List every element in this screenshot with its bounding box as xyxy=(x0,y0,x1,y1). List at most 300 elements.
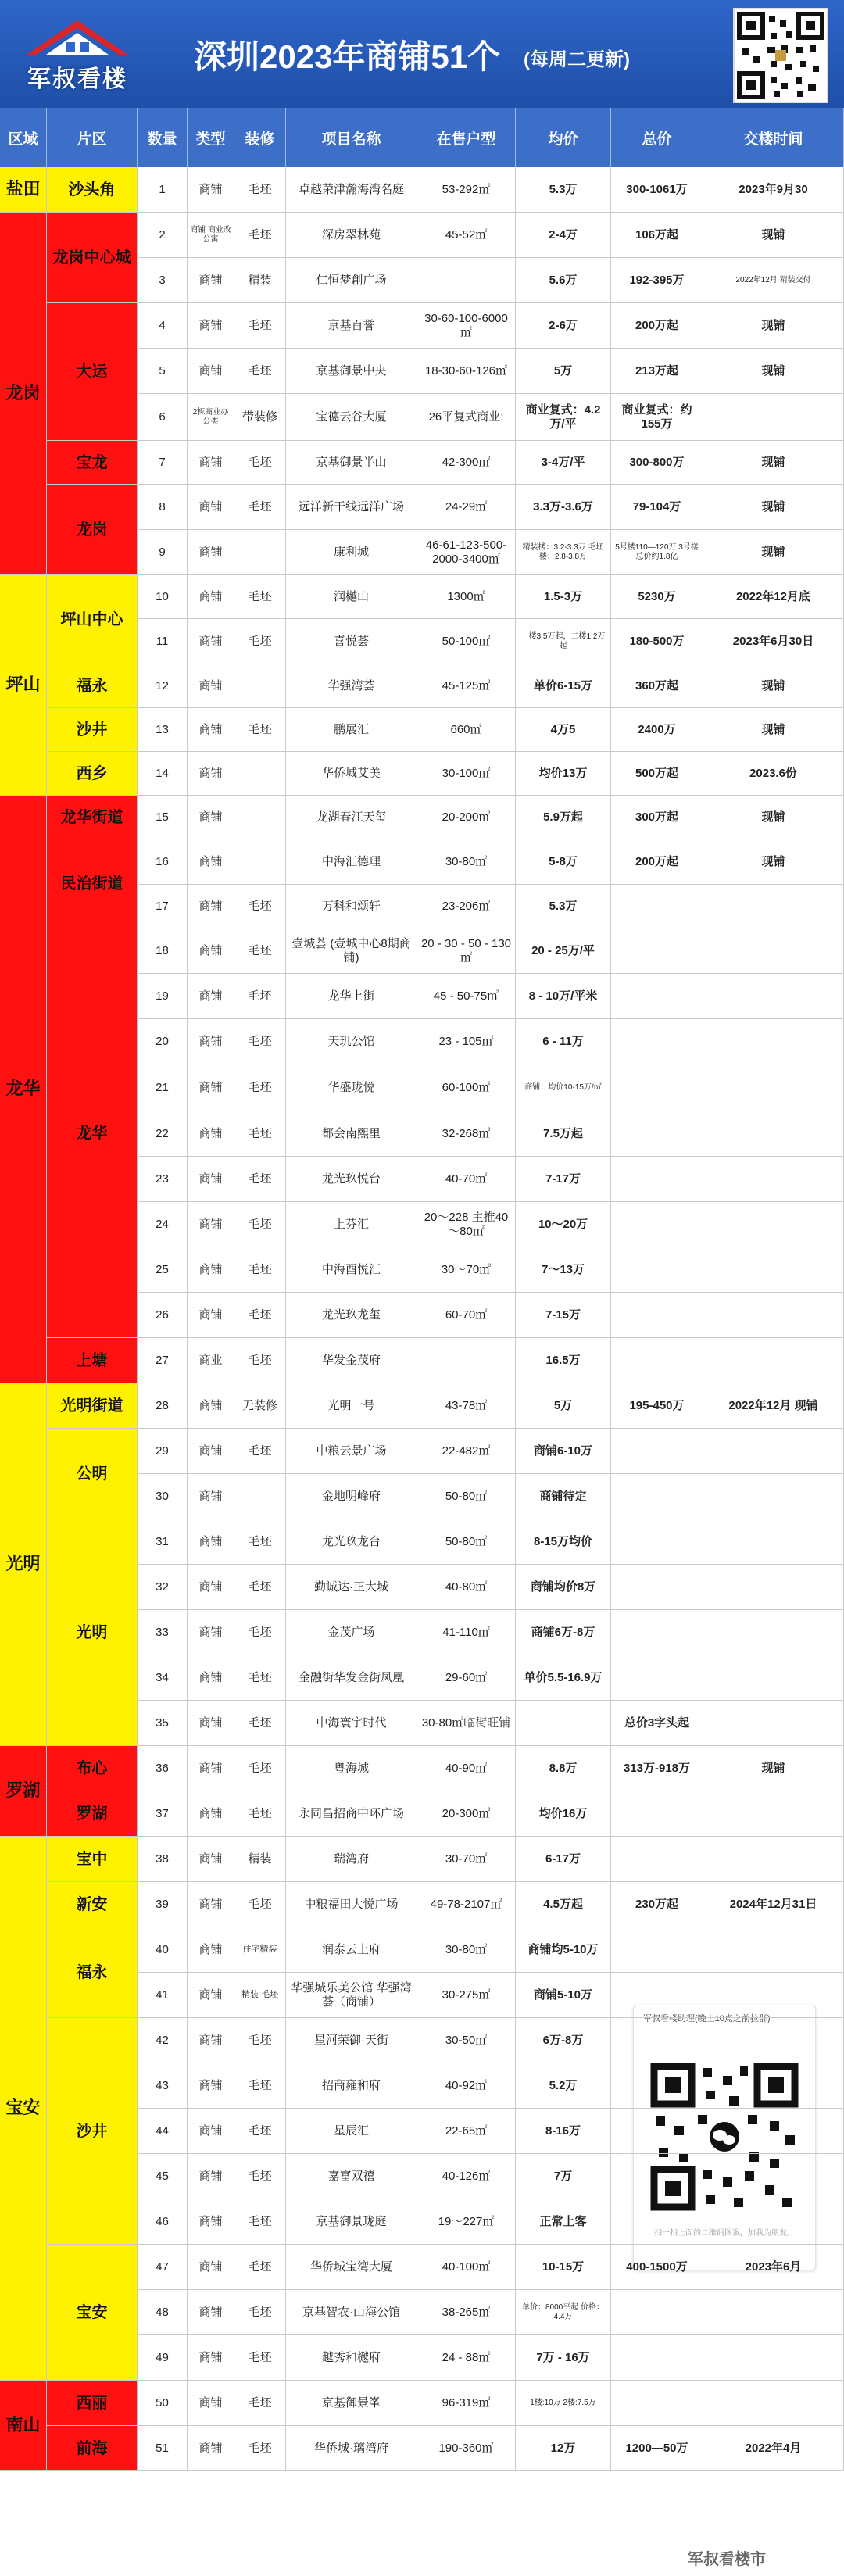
row-type-cell: 商铺 xyxy=(188,2063,234,2109)
row-name-cell: 华发金茂府 xyxy=(286,1338,417,1383)
row-type-cell: 商铺 xyxy=(188,1655,234,1701)
row-name-cell: 京基御景半山 xyxy=(286,441,417,485)
row-type-cell: 商铺 xyxy=(188,839,234,885)
district-cell: 罗湖 xyxy=(0,1746,47,1837)
row-deco-cell: 毛坯 xyxy=(234,2335,286,2381)
row-name-cell: 华强城乐美公馆 华强湾荟（商铺） xyxy=(286,1973,417,2018)
row-avg-cell: 商业复式：4.2万/平 xyxy=(516,394,611,441)
row-n-cell: 16 xyxy=(138,839,188,885)
row-deco-cell xyxy=(234,1474,286,1519)
row-name-cell: 鹏展汇 xyxy=(286,708,417,752)
area-cell: 宝中 xyxy=(47,1837,138,1882)
row-deco-cell: 精装 xyxy=(234,258,286,303)
area-cell: 沙头角 xyxy=(47,167,138,213)
row-name-cell: 勤诚达·正大城 xyxy=(286,1565,417,1610)
row-n-cell: 14 xyxy=(138,752,188,796)
row-type-cell: 商铺 xyxy=(188,1519,234,1565)
row-size-cell: 43-78㎡ xyxy=(417,1383,516,1429)
row-deco-cell: 带装修 xyxy=(234,394,286,441)
row-size-cell: 40-92㎡ xyxy=(417,2063,516,2109)
row-avg-cell xyxy=(516,1701,611,1746)
row-size-cell: 20 - 30 - 50 - 130㎡ xyxy=(417,928,516,974)
row-type-cell: 商铺 xyxy=(188,1383,234,1429)
row-delivery-cell: 现铺 xyxy=(703,796,844,839)
row-delivery-cell: 2023年9月30 xyxy=(703,167,844,213)
row-n-cell: 17 xyxy=(138,885,188,928)
row-size-cell: 40-126㎡ xyxy=(417,2154,516,2199)
row-name-cell: 瑞湾府 xyxy=(286,1837,417,1882)
row-type-cell: 商铺 xyxy=(188,2245,234,2290)
row-name-cell: 星河荣御·天街 xyxy=(286,2018,417,2063)
row-type-cell: 商铺 xyxy=(188,1429,234,1474)
row-avg-cell: 12万 xyxy=(516,2426,611,2471)
row-size-cell: 30～70㎡ xyxy=(417,1247,516,1293)
row-deco-cell: 毛坯 xyxy=(234,441,286,485)
row-n-cell: 7 xyxy=(138,441,188,485)
row-n-cell: 42 xyxy=(138,2018,188,2063)
row-name-cell: 华强湾荟 xyxy=(286,664,417,708)
row-n-cell: 23 xyxy=(138,1157,188,1202)
row-type-cell: 商铺 xyxy=(188,1565,234,1610)
row-n-cell: 15 xyxy=(138,796,188,839)
row-size-cell xyxy=(417,258,516,303)
row-total-cell xyxy=(611,1565,703,1610)
row-total-cell xyxy=(611,1519,703,1565)
row-avg-cell: 4.5万起 xyxy=(516,1882,611,1927)
area-cell: 坪山中心 xyxy=(47,575,138,664)
row-avg-cell: 单价6-15万 xyxy=(516,664,611,708)
row-total-cell xyxy=(611,1338,703,1383)
row-type-cell: 商铺 xyxy=(188,1157,234,1202)
row-delivery-cell xyxy=(703,1247,844,1293)
row-type-cell: 商铺 xyxy=(188,974,234,1019)
row-total-cell: 360万起 xyxy=(611,664,703,708)
row-total-cell xyxy=(611,1927,703,1973)
row-size-cell: 30-50㎡ xyxy=(417,2018,516,2063)
row-deco-cell: 毛坯 xyxy=(234,1338,286,1383)
row-delivery-cell xyxy=(703,1973,844,2018)
area-cell: 西丽 xyxy=(47,2381,138,2426)
row-deco-cell: 毛坯 xyxy=(234,1111,286,1157)
row-total-cell: 5230万 xyxy=(611,575,703,619)
row-type-cell: 商铺 xyxy=(188,2018,234,2063)
row-avg-cell: 7-15万 xyxy=(516,1293,611,1338)
row-n-cell: 48 xyxy=(138,2290,188,2335)
row-n-cell: 43 xyxy=(138,2063,188,2109)
row-total-cell: 500万起 xyxy=(611,752,703,796)
page-subtitle: (每周二更新) xyxy=(524,49,630,70)
row-n-cell: 39 xyxy=(138,1882,188,1927)
row-size-cell: 30-60-100-6000㎡ xyxy=(417,303,516,349)
row-deco-cell: 精装 xyxy=(234,1837,286,1882)
area-cell: 罗湖 xyxy=(47,1791,138,1837)
column-header: 类型 xyxy=(188,108,234,167)
row-name-cell: 华侨城·璃湾府 xyxy=(286,2426,417,2471)
row-size-cell: 96-319㎡ xyxy=(417,2381,516,2426)
row-type-cell: 商铺 xyxy=(188,1474,234,1519)
row-total-cell xyxy=(611,1655,703,1701)
row-type-cell: 商铺 xyxy=(188,1019,234,1064)
row-delivery-cell xyxy=(703,2381,844,2426)
row-avg-cell: 商铺：均价10-15万/㎡ xyxy=(516,1064,611,1111)
row-avg-cell: 精装楼：3.2-3.3万 毛坯楼：2.8-3.8万 xyxy=(516,530,611,575)
row-n-cell: 19 xyxy=(138,974,188,1019)
row-delivery-cell xyxy=(703,2199,844,2245)
row-size-cell: 60-100㎡ xyxy=(417,1064,516,1111)
row-type-cell: 商铺 xyxy=(188,2381,234,2426)
row-avg-cell: 10～20万 xyxy=(516,1202,611,1247)
column-header: 装修 xyxy=(234,108,286,167)
row-type-cell: 商铺 xyxy=(188,2199,234,2245)
row-name-cell: 龙光玖龙玺 xyxy=(286,1293,417,1338)
row-avg-cell: 商铺待定 xyxy=(516,1474,611,1519)
row-avg-cell: 商铺6万-8万 xyxy=(516,1610,611,1655)
row-type-cell: 商铺 xyxy=(188,752,234,796)
row-name-cell: 光明一号 xyxy=(286,1383,417,1429)
row-total-cell: 总价3字头起 xyxy=(611,1701,703,1746)
row-deco-cell: 毛坯 xyxy=(234,2426,286,2471)
row-type-cell: 商铺 商业改公寓 xyxy=(188,213,234,258)
row-avg-cell: 5万 xyxy=(516,349,611,394)
row-avg-cell: 商铺均价8万 xyxy=(516,1565,611,1610)
row-avg-cell: 7.5万起 xyxy=(516,1111,611,1157)
row-type-cell: 商铺 xyxy=(188,885,234,928)
row-total-cell xyxy=(611,1973,703,2018)
row-type-cell: 商铺 xyxy=(188,441,234,485)
row-n-cell: 25 xyxy=(138,1247,188,1293)
row-avg-cell: 1.5-3万 xyxy=(516,575,611,619)
row-size-cell: 40-90㎡ xyxy=(417,1746,516,1791)
row-type-cell: 商铺 xyxy=(188,1882,234,1927)
row-name-cell: 深房翠林苑 xyxy=(286,213,417,258)
row-deco-cell: 毛坯 xyxy=(234,1610,286,1655)
row-size-cell: 20～228 主推40～80㎡ xyxy=(417,1202,516,1247)
row-deco-cell: 毛坯 xyxy=(234,1293,286,1338)
row-size-cell: 23 - 105㎡ xyxy=(417,1019,516,1064)
row-total-cell xyxy=(611,2381,703,2426)
row-n-cell: 26 xyxy=(138,1293,188,1338)
row-total-cell: 195-450万 xyxy=(611,1383,703,1429)
row-deco-cell: 毛坯 xyxy=(234,974,286,1019)
row-name-cell: 星辰汇 xyxy=(286,2109,417,2154)
row-delivery-cell xyxy=(703,974,844,1019)
row-name-cell: 永同昌招商中环广场 xyxy=(286,1791,417,1837)
row-deco-cell xyxy=(234,839,286,885)
row-deco-cell: 无装修 xyxy=(234,1383,286,1429)
district-cell: 龙华 xyxy=(0,796,47,1383)
row-avg-cell: 5-8万 xyxy=(516,839,611,885)
row-total-cell: 313万-918万 xyxy=(611,1746,703,1791)
row-type-cell: 商铺 xyxy=(188,1247,234,1293)
row-deco-cell: 毛坯 xyxy=(234,213,286,258)
row-n-cell: 3 xyxy=(138,258,188,303)
row-size-cell xyxy=(417,1338,516,1383)
row-n-cell: 18 xyxy=(138,928,188,974)
row-deco-cell: 毛坯 xyxy=(234,2154,286,2199)
area-cell: 大运 xyxy=(47,303,138,441)
row-deco-cell: 毛坯 xyxy=(234,303,286,349)
row-deco-cell: 毛坯 xyxy=(234,485,286,530)
row-total-cell xyxy=(611,2018,703,2063)
row-avg-cell: 3-4万/平 xyxy=(516,441,611,485)
row-n-cell: 36 xyxy=(138,1746,188,1791)
row-delivery-cell xyxy=(703,1610,844,1655)
area-cell: 前海 xyxy=(47,2426,138,2471)
row-delivery-cell: 2022年12月 现铺 xyxy=(703,1383,844,1429)
row-total-cell xyxy=(611,1293,703,1338)
row-avg-cell: 8-15万均价 xyxy=(516,1519,611,1565)
row-size-cell: 45-125㎡ xyxy=(417,664,516,708)
row-deco-cell xyxy=(234,664,286,708)
area-cell: 龙岗中心城 xyxy=(47,213,138,303)
row-avg-cell: 10-15万 xyxy=(516,2245,611,2290)
row-total-cell: 300-1061万 xyxy=(611,167,703,213)
row-delivery-cell: 现铺 xyxy=(703,303,844,349)
row-size-cell: 49-78-2107㎡ xyxy=(417,1882,516,1927)
district-cell: 坪山 xyxy=(0,575,47,796)
row-deco-cell: 毛坯 xyxy=(234,1746,286,1791)
row-type-cell: 商铺 xyxy=(188,2290,234,2335)
area-cell: 龙岗 xyxy=(47,485,138,575)
row-delivery-cell: 现铺 xyxy=(703,441,844,485)
row-delivery-cell: 2023年6月 xyxy=(703,2245,844,2290)
column-header: 均价 xyxy=(516,108,611,167)
row-avg-cell: 6万-8万 xyxy=(516,2018,611,2063)
row-type-cell: 商铺 xyxy=(188,1064,234,1111)
row-type-cell: 商铺 xyxy=(188,530,234,575)
row-total-cell: 300-800万 xyxy=(611,441,703,485)
row-size-cell: 38-265㎡ xyxy=(417,2290,516,2335)
row-size-cell: 30-100㎡ xyxy=(417,752,516,796)
row-delivery-cell: 2022年4月 xyxy=(703,2426,844,2471)
row-n-cell: 47 xyxy=(138,2245,188,2290)
column-header: 在售户型 xyxy=(417,108,516,167)
row-avg-cell: 6 - 11万 xyxy=(516,1019,611,1064)
area-cell: 宝龙 xyxy=(47,441,138,485)
row-name-cell: 京基御景峯 xyxy=(286,2381,417,2426)
row-name-cell: 上芬汇 xyxy=(286,1202,417,1247)
area-cell: 民治街道 xyxy=(47,839,138,928)
area-cell: 福永 xyxy=(47,664,138,708)
row-type-cell: 商铺 xyxy=(188,708,234,752)
row-total-cell xyxy=(611,1019,703,1064)
row-n-cell: 21 xyxy=(138,1064,188,1111)
row-size-cell: 30-70㎡ xyxy=(417,1837,516,1882)
row-size-cell: 40-80㎡ xyxy=(417,1565,516,1610)
row-delivery-cell xyxy=(703,1202,844,1247)
row-avg-cell: 16.5万 xyxy=(516,1338,611,1383)
qr-code[interactable] xyxy=(733,8,828,103)
row-n-cell: 37 xyxy=(138,1791,188,1837)
row-avg-cell: 均价13万 xyxy=(516,752,611,796)
row-size-cell: 190-360㎡ xyxy=(417,2426,516,2471)
row-deco-cell xyxy=(234,530,286,575)
row-avg-cell: 8-16万 xyxy=(516,2109,611,2154)
row-size-cell: 42-300㎡ xyxy=(417,441,516,485)
row-size-cell: 26平复式商业; xyxy=(417,394,516,441)
row-name-cell: 宝德云谷大厦 xyxy=(286,394,417,441)
row-total-cell xyxy=(611,2154,703,2199)
row-n-cell: 2 xyxy=(138,213,188,258)
row-size-cell: 53-292㎡ xyxy=(417,167,516,213)
row-name-cell: 金茂广场 xyxy=(286,1610,417,1655)
row-avg-cell: 5.2万 xyxy=(516,2063,611,2109)
row-avg-cell: 7-17万 xyxy=(516,1157,611,1202)
row-delivery-cell xyxy=(703,1474,844,1519)
row-deco-cell: 毛坯 xyxy=(234,1655,286,1701)
row-deco-cell: 毛坯 xyxy=(234,2245,286,2290)
row-avg-cell: 7～13万 xyxy=(516,1247,611,1293)
row-name-cell: 京基智农·山海公馆 xyxy=(286,2290,417,2335)
row-name-cell: 粤海城 xyxy=(286,1746,417,1791)
row-avg-cell: 5.6万 xyxy=(516,258,611,303)
row-deco-cell: 毛坯 xyxy=(234,2063,286,2109)
row-avg-cell: 商铺均5-10万 xyxy=(516,1927,611,1973)
row-total-cell xyxy=(611,2290,703,2335)
row-n-cell: 20 xyxy=(138,1019,188,1064)
row-name-cell: 龙华上街 xyxy=(286,974,417,1019)
row-type-cell: 商铺 xyxy=(188,167,234,213)
row-size-cell: 30-80㎡ xyxy=(417,839,516,885)
row-total-cell xyxy=(611,1610,703,1655)
row-total-cell: 79-104万 xyxy=(611,485,703,530)
row-size-cell: 30-80㎡ xyxy=(417,1927,516,1973)
row-name-cell: 金融街华发金街凤凰 xyxy=(286,1655,417,1701)
row-total-cell: 106万起 xyxy=(611,213,703,258)
row-total-cell xyxy=(611,1791,703,1837)
row-size-cell: 20-200㎡ xyxy=(417,796,516,839)
row-size-cell: 1300㎡ xyxy=(417,575,516,619)
row-delivery-cell xyxy=(703,1519,844,1565)
row-name-cell: 招商雍和府 xyxy=(286,2063,417,2109)
row-size-cell: 20-300㎡ xyxy=(417,1791,516,1837)
row-avg-cell: 4万5 xyxy=(516,708,611,752)
logo-text: 军叔看楼 xyxy=(27,66,127,92)
row-size-cell: 46-61-123-500-2000-3400㎡ xyxy=(417,530,516,575)
row-size-cell: 45 - 50-75㎡ xyxy=(417,974,516,1019)
row-name-cell: 天玑公馆 xyxy=(286,1019,417,1064)
row-delivery-cell: 现铺 xyxy=(703,530,844,575)
row-name-cell: 华侨城宝湾大厦 xyxy=(286,2245,417,2290)
row-delivery-cell: 2023.6份 xyxy=(703,752,844,796)
row-delivery-cell xyxy=(703,2290,844,2335)
row-name-cell: 龙光玖龙台 xyxy=(286,1519,417,1565)
row-deco-cell: 毛坯 xyxy=(234,1019,286,1064)
row-n-cell: 9 xyxy=(138,530,188,575)
row-n-cell: 13 xyxy=(138,708,188,752)
row-size-cell: 24 - 88㎡ xyxy=(417,2335,516,2381)
row-type-cell: 商铺 xyxy=(188,1701,234,1746)
row-delivery-cell: 现铺 xyxy=(703,485,844,530)
area-cell: 沙井 xyxy=(47,2018,138,2245)
row-n-cell: 24 xyxy=(138,1202,188,1247)
row-deco-cell: 毛坯 xyxy=(234,708,286,752)
row-deco-cell: 毛坯 xyxy=(234,2290,286,2335)
area-cell: 沙井 xyxy=(47,708,138,752)
row-name-cell: 中粮福田大悦广场 xyxy=(286,1882,417,1927)
row-delivery-cell xyxy=(703,2154,844,2199)
row-type-cell: 商铺 xyxy=(188,796,234,839)
row-avg-cell: 均价16万 xyxy=(516,1791,611,1837)
row-deco-cell: 毛坯 xyxy=(234,1701,286,1746)
row-delivery-cell xyxy=(703,1837,844,1882)
row-total-cell xyxy=(611,974,703,1019)
row-name-cell: 龙光玖悦台 xyxy=(286,1157,417,1202)
row-size-cell: 24-29㎡ xyxy=(417,485,516,530)
row-size-cell: 40-100㎡ xyxy=(417,2245,516,2290)
row-total-cell xyxy=(611,2199,703,2245)
row-size-cell: 32-268㎡ xyxy=(417,1111,516,1157)
row-size-cell: 50-100㎡ xyxy=(417,619,516,664)
row-size-cell: 19～227㎡ xyxy=(417,2199,516,2245)
row-total-cell xyxy=(611,2109,703,2154)
row-size-cell: 41-110㎡ xyxy=(417,1610,516,1655)
row-n-cell: 11 xyxy=(138,619,188,664)
row-total-cell xyxy=(611,1157,703,1202)
row-name-cell: 万科和颂轩 xyxy=(286,885,417,928)
row-type-cell: 商铺 xyxy=(188,1927,234,1973)
row-n-cell: 49 xyxy=(138,2335,188,2381)
row-total-cell: 192-395万 xyxy=(611,258,703,303)
page-header xyxy=(0,0,844,108)
row-total-cell xyxy=(611,2063,703,2109)
row-avg-cell: 5.3万 xyxy=(516,885,611,928)
row-avg-cell: 一楼3.5万起，二楼1.2万起 xyxy=(516,619,611,664)
row-type-cell: 商铺 xyxy=(188,1837,234,1882)
row-avg-cell: 2-6万 xyxy=(516,303,611,349)
row-total-cell xyxy=(611,1064,703,1111)
row-delivery-cell xyxy=(703,1927,844,1973)
brand-watermark: 军叔看楼市 xyxy=(688,2551,766,2568)
row-n-cell: 30 xyxy=(138,1474,188,1519)
row-name-cell: 中海寰宇时代 xyxy=(286,1701,417,1746)
row-n-cell: 34 xyxy=(138,1655,188,1701)
row-delivery-cell xyxy=(703,885,844,928)
row-n-cell: 38 xyxy=(138,1837,188,1882)
row-delivery-cell: 2024年12月31日 xyxy=(703,1882,844,1927)
row-delivery-cell xyxy=(703,2018,844,2063)
row-n-cell: 12 xyxy=(138,664,188,708)
row-type-cell: 商铺 xyxy=(188,1791,234,1837)
row-name-cell: 都会南熙里 xyxy=(286,1111,417,1157)
row-total-cell: 200万起 xyxy=(611,303,703,349)
area-cell: 布心 xyxy=(47,1746,138,1791)
row-deco-cell xyxy=(234,796,286,839)
row-type-cell: 商铺 xyxy=(188,1973,234,2018)
row-total-cell xyxy=(611,1247,703,1293)
row-total-cell xyxy=(611,1202,703,1247)
row-avg-cell: 6-17万 xyxy=(516,1837,611,1882)
property-table xyxy=(0,108,844,2576)
district-cell: 南山 xyxy=(0,2381,47,2471)
row-total-cell: 200万起 xyxy=(611,839,703,885)
row-type-cell: 商铺 xyxy=(188,1202,234,1247)
row-deco-cell: 毛坯 xyxy=(234,349,286,394)
row-name-cell: 龙湖春江天玺 xyxy=(286,796,417,839)
row-type-cell: 商铺 xyxy=(188,619,234,664)
row-delivery-cell xyxy=(703,1293,844,1338)
row-n-cell: 50 xyxy=(138,2381,188,2426)
row-size-cell: 45-52㎡ xyxy=(417,213,516,258)
row-delivery-cell xyxy=(703,1111,844,1157)
row-deco-cell: 毛坯 xyxy=(234,1157,286,1202)
row-n-cell: 28 xyxy=(138,1383,188,1429)
row-delivery-cell: 2022年12月 精装交付 xyxy=(703,258,844,303)
row-type-cell: 商铺 xyxy=(188,303,234,349)
row-deco-cell: 毛坯 xyxy=(234,2109,286,2154)
row-deco-cell: 毛坯 xyxy=(234,1565,286,1610)
row-type-cell: 商铺 xyxy=(188,2109,234,2154)
